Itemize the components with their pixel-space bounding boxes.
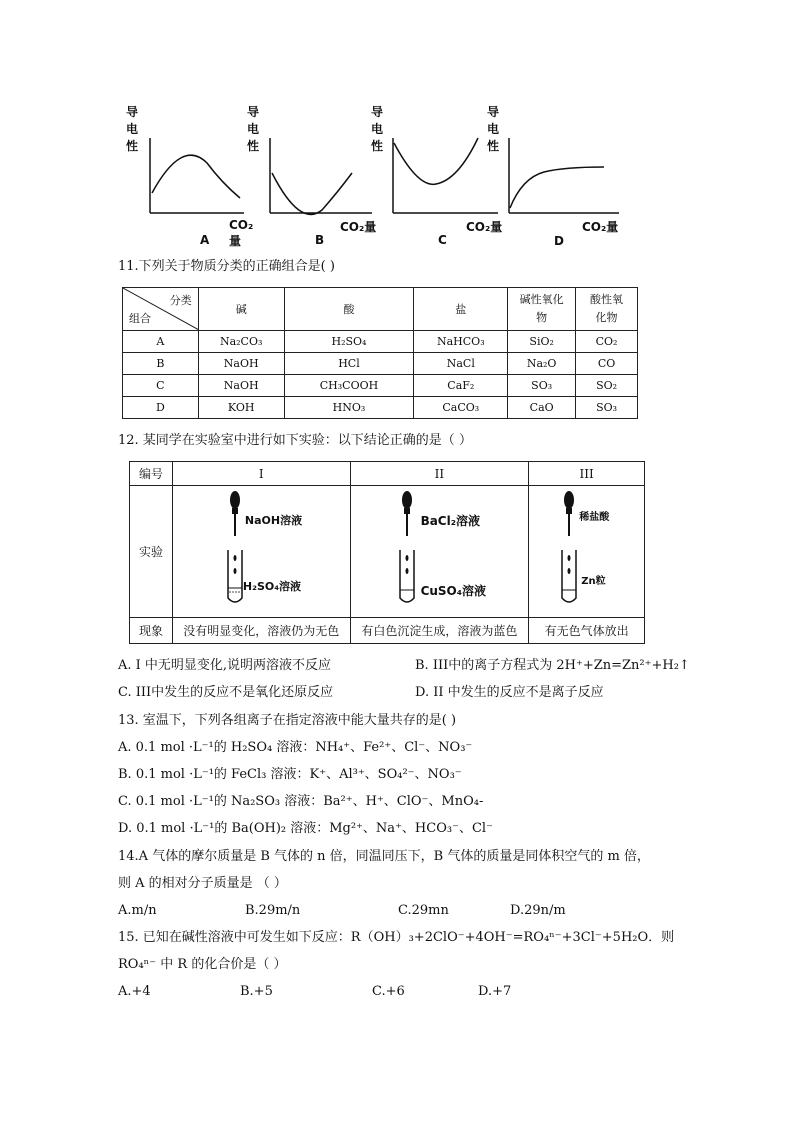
q14-option-b: B.29m/n	[245, 903, 301, 918]
graph-d	[484, 98, 629, 248]
q12-option-c: C. III中发生的反应不是氧化还原反应	[118, 685, 334, 700]
q11-table	[122, 287, 638, 419]
q12-row-label: 现象	[130, 618, 173, 644]
graph-d-label: D	[554, 234, 564, 248]
table-cell: SiO₂	[508, 331, 576, 353]
q12-exp-id: III	[529, 462, 645, 486]
experiment-1-cell	[172, 486, 350, 618]
q14-option-c: C.29mn	[398, 903, 449, 918]
reagent-label: 稀盐酸	[579, 512, 610, 523]
q12-stem: 12. 某同学在实验室中进行如下实验：以下结论正确的是（ ）	[118, 433, 472, 448]
table-cell: CO₂	[576, 331, 638, 353]
table-cell: CO	[576, 353, 638, 375]
table-cell: SO₃	[576, 397, 638, 419]
q14-stem-1: 14.A 气体的摩尔质量是 B 气体的 n 倍，同温同压下，B 气体的质量是同体积空气的 m 倍，	[118, 849, 650, 864]
table-cell: D	[123, 397, 199, 419]
table-cell: Na₂CO₃	[198, 331, 284, 353]
q11-stem: 11.下列关于物质分类的正确组合是( )	[118, 259, 335, 274]
q12-option-d: D. II 中发生的反应不是离子反应	[415, 685, 604, 700]
dropper-tube-icon	[529, 486, 645, 618]
q11-header-row	[123, 288, 638, 331]
graph-b	[242, 98, 377, 248]
graph-a-label: A	[200, 233, 210, 247]
q12-col-header: 编号	[130, 462, 173, 486]
reagent-label: Zn粒	[581, 576, 606, 587]
q15-option-a: A.+4	[118, 984, 151, 999]
table-cell: CaCO₃	[414, 397, 508, 419]
q15-stem-2: RO₄ⁿ⁻ 中 R 的化合价是（ ）	[118, 957, 287, 972]
graph-a-ylabel: 导 电 性	[126, 105, 139, 153]
reagent-label: BaCl₂溶液	[420, 514, 480, 528]
table-cell: NaHCO₃	[414, 331, 508, 353]
reagent-label: NaOH溶液	[244, 514, 303, 527]
reagent-label: H₂SO₄溶液	[242, 580, 302, 593]
table-cell: NaOH	[198, 353, 284, 375]
graph-c	[368, 98, 503, 248]
table-cell: SO₃	[508, 375, 576, 397]
table-cell: HCl	[284, 353, 414, 375]
table-row	[123, 375, 638, 397]
table-cell: C	[123, 375, 199, 397]
q12-exp-row	[130, 486, 645, 618]
graph-b-label: B	[315, 233, 325, 247]
q12-table	[129, 461, 645, 644]
q12-exp-id: II	[350, 462, 529, 486]
table-cell: SO₂	[576, 375, 638, 397]
experiment-3-cell	[529, 486, 645, 618]
graph-b-ylabel: 导 电 性	[247, 105, 260, 153]
graph-c-ylabel: 导 电 性	[371, 105, 384, 153]
table-cell: A	[123, 331, 199, 353]
table-row	[123, 353, 638, 375]
q14-option-a: A.m/n	[118, 903, 157, 918]
graph-c-xlabel: CO₂量	[466, 220, 503, 234]
q14-stem-2: 则 A 的相对分子质量是 （ ）	[118, 876, 287, 891]
q15-option-c: C.+6	[372, 984, 405, 999]
graph-d-xlabel: CO₂量	[582, 220, 619, 234]
graph-a	[122, 98, 252, 248]
q12-option-a: A. I 中无明显变化,说明两溶液不反应	[118, 658, 332, 673]
table-cell: CaO	[508, 397, 576, 419]
table-cell: KOH	[198, 397, 284, 419]
phenomenon-cell: 有无色气体放出	[529, 618, 645, 644]
graph-c-label: C	[438, 233, 447, 247]
q12-phen-row	[130, 618, 645, 644]
table-cell: CaF₂	[414, 375, 508, 397]
q11-corner-bottom: 组合	[129, 312, 151, 325]
table-cell: NaOH	[198, 375, 284, 397]
experiment-2-cell	[350, 486, 529, 618]
q13-option-a: A. 0.1 mol ·L⁻¹的 H₂SO₄ 溶液：NH₄⁺、Fe²⁺、Cl⁻、NO₃⁻	[118, 740, 473, 755]
table-cell: B	[123, 353, 199, 375]
q15-option-d: D.+7	[478, 984, 512, 999]
q11-header-cell: 酸性氧 化物	[576, 288, 638, 331]
q12-option-b: B. III中的离子方程式为 2H⁺+Zn=Zn²⁺+H₂↑	[415, 658, 690, 673]
q11-header-cell: 碱性氧化 物	[508, 288, 576, 331]
dropper-tube-icon	[173, 486, 351, 618]
q13-stem: 13. 室温下，下列各组离子在指定溶液中能大量共存的是( )	[118, 713, 457, 728]
q15-stem-1: 15. 已知在碱性溶液中可发生如下反应：R（OH）₃+2ClO⁻+4OH⁻=RO₄ⁿ⁻+3Cl⁻+5H₂O．则	[118, 930, 675, 945]
q13-option-b: B. 0.1 mol ·L⁻¹的 FeCl₃ 溶液：K⁺、Al³⁺、SO₄²⁻、NO₃⁻	[118, 767, 462, 782]
q12-exp-id: I	[172, 462, 350, 486]
q13-option-d: D. 0.1 mol ·L⁻¹的 Ba(OH)₂ 溶液：Mg²⁺、Na⁺、HCO₃⁻、Cl⁻	[118, 821, 493, 836]
q11-corner-cell	[123, 288, 199, 331]
table-cell: Na₂O	[508, 353, 576, 375]
table-cell: NaCl	[414, 353, 508, 375]
q11-header-cell: 碱	[198, 288, 284, 331]
q13-option-c: C. 0.1 mol ·L⁻¹的 Na₂SO₃ 溶液：Ba²⁺、H⁺、ClO⁻、MnO₄-	[118, 794, 484, 809]
graph-b-xlabel: CO₂量	[340, 220, 377, 234]
q14-option-d: D.29n/m	[510, 903, 566, 918]
graph-d-ylabel: 导 电 性	[487, 105, 500, 153]
table-row	[123, 397, 638, 419]
table-row	[123, 331, 638, 353]
phenomenon-cell: 有白色沉淀生成，溶液为蓝色	[350, 618, 529, 644]
q12-row-label: 实验	[130, 486, 173, 618]
reagent-label: CuSO₄溶液	[420, 584, 487, 598]
table-cell: CH₃COOH	[284, 375, 414, 397]
q11-header-cell: 酸	[284, 288, 414, 331]
q11-header-cell: 盐	[414, 288, 508, 331]
q12-header-row	[130, 462, 645, 486]
q15-option-b: B.+5	[240, 984, 273, 999]
phenomenon-cell: 没有明显变化，溶液仍为无色	[172, 618, 350, 644]
table-cell: HNO₃	[284, 397, 414, 419]
q11-corner-top: 分类	[169, 294, 192, 307]
graph-a-xlabel: CO₂量	[229, 218, 254, 248]
table-cell: H₂SO₄	[284, 331, 414, 353]
